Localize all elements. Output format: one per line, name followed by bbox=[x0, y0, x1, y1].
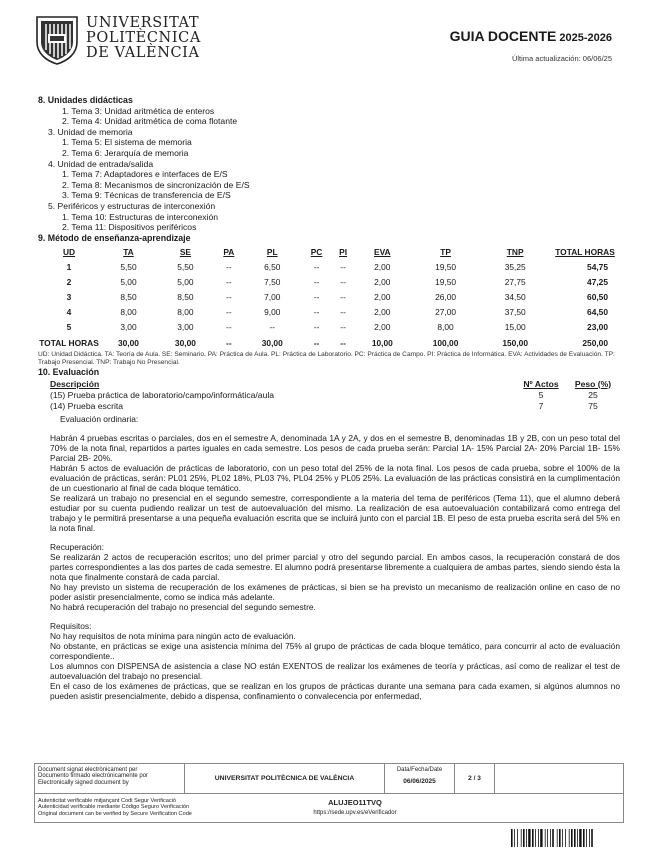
table-cell: 54,75 bbox=[587, 261, 608, 272]
table-cell: 2,00 bbox=[374, 276, 391, 287]
unit-list-continued bbox=[62, 106, 620, 127]
footer-line: Documento firmado electrónicamente por bbox=[38, 773, 149, 780]
table-row bbox=[38, 319, 620, 334]
document-title bbox=[450, 28, 612, 44]
table-cell: 5,00 bbox=[120, 276, 137, 287]
table-cell: 5,00 bbox=[177, 276, 194, 287]
table-cell: 27,00 bbox=[435, 306, 457, 317]
table-cell: 23,00 bbox=[587, 321, 608, 332]
signature-footer bbox=[34, 763, 624, 823]
paragraph: Se realizará un trabajo no presencial en el segundo semestre, correspondiente a la materia del tema de periféricos (Tema 11), que el alumno deberá estudiar por su cuenta pudiendo realizar un test de autoevaluación del mismo. La realización de esa autoevaluación contabilizará como entrega del trabajo y le permitirá presentarse a una pequeña evaluación escrita que se incluirá junto con el parcial 1B. El peso de esta prueba escrita será del 5% en la nota final. bbox=[50, 492, 620, 533]
university-name bbox=[86, 16, 201, 61]
evaluation-text bbox=[50, 414, 620, 701]
table-cell: 8,00 bbox=[120, 306, 137, 317]
column-header: PA bbox=[223, 246, 235, 257]
table-cell: -- bbox=[226, 337, 232, 348]
table-cell: -- bbox=[313, 261, 320, 272]
table-cell: (14) Prueba escrita bbox=[50, 401, 124, 412]
unit-group bbox=[48, 127, 620, 159]
table-cell: -- bbox=[226, 306, 232, 317]
table-row bbox=[38, 289, 620, 304]
table-cell: -- bbox=[340, 291, 346, 302]
list-item: 1. Tema 5: El sistema de memoria bbox=[62, 137, 192, 148]
column-header: TA bbox=[123, 246, 134, 257]
table-cell: 6,50 bbox=[264, 261, 281, 272]
table-cell: -- bbox=[226, 276, 232, 287]
footer-line: Electronically signed document by bbox=[38, 779, 129, 786]
table-header-row bbox=[38, 244, 620, 259]
table-row bbox=[50, 390, 620, 401]
academic-year: 2025-2026 bbox=[559, 32, 612, 44]
table-cell: 100,00 bbox=[432, 337, 459, 348]
list-item: 1. Tema 10: Estructuras de interconexión bbox=[62, 211, 219, 222]
paragraph: En el caso de los exámenes de prácticas, que se realizan en los grupos de prácticas durante una semana para cada examen, si algúnos alumnos no pueden asistir presencialmente, debido a dispensa, confinamiento o convalecencia por enfermedad, bbox=[50, 680, 620, 701]
footer-line: Autenticidad verificable mediante Código Seguro Verificación bbox=[38, 804, 190, 811]
list-item: 2. Tema 4: Unidad aritmética de coma flotante bbox=[62, 116, 238, 127]
table-cell: -- bbox=[269, 321, 276, 332]
table-cell: -- bbox=[313, 321, 320, 332]
table-cell: -- bbox=[226, 261, 232, 272]
university-logo bbox=[34, 14, 224, 70]
verification-code: ALUJEO11TVQ bbox=[328, 798, 382, 807]
table-legend: UD: Unidad Didáctica. TA: Teoría de Aula. SE: Seminario. PA: Práctica de Aula. PL: Práctica de Laboratorio. PC: Práctica de Campo. PI: Práctica de Informática. EVA: Actividades de Evaluación. TP: Trabajo Presencial. TNP: Trabajo No Presencial. bbox=[38, 351, 615, 367]
column-header: UD bbox=[62, 246, 76, 257]
subheading: Evaluación ordinaria: bbox=[60, 413, 139, 424]
evaluation-table bbox=[50, 378, 620, 412]
page-header bbox=[34, 14, 624, 76]
footer-line: Original document can be verified by Secure Verification Code bbox=[38, 810, 192, 817]
table-cell: -- bbox=[340, 337, 346, 348]
paragraph: No obstante, en prácticas se exige una asistencia mínima del 75% al grupo de prácticas de cada bloque temático, para concurrir al acto de evaluación correspondiente.. bbox=[50, 640, 620, 661]
table-cell: 5 bbox=[538, 390, 544, 401]
unit-group bbox=[48, 201, 620, 233]
table-cell: 34,50 bbox=[504, 291, 526, 302]
table-cell: -- bbox=[313, 337, 320, 348]
table-cell: 5,50 bbox=[120, 261, 137, 272]
table-cell: 7 bbox=[538, 401, 544, 412]
total-row bbox=[38, 334, 620, 351]
teaching-hours-table bbox=[38, 244, 620, 351]
column-header: Peso (%) bbox=[574, 378, 612, 389]
table-cell: 19,50 bbox=[435, 276, 457, 287]
column-header: PL bbox=[266, 246, 278, 257]
table-cell: 10,00 bbox=[371, 337, 393, 348]
table-cell: 7,00 bbox=[264, 291, 281, 302]
table-cell: TOTAL HORAS bbox=[39, 337, 99, 348]
table-cell: 9,00 bbox=[264, 306, 281, 317]
subheading: Requisitos: bbox=[50, 620, 92, 631]
table-cell: (15) Prueba práctica de laboratorio/campo/informática/aula bbox=[50, 390, 275, 401]
table-cell: 30,00 bbox=[117, 337, 139, 348]
list-item: 1. Tema 3: Unidad aritmética de enteros bbox=[62, 105, 215, 116]
table-cell: -- bbox=[313, 306, 320, 317]
document-title-text: GUIA DOCENTE bbox=[449, 28, 557, 44]
section-title-units: 8. Unidades didácticas bbox=[38, 95, 133, 105]
table-cell: 27,75 bbox=[504, 276, 526, 287]
list-item: 2. Tema 6: Jerarquía de memoria bbox=[62, 147, 189, 158]
date-label: Data/Fecha/Date bbox=[396, 767, 443, 773]
table-cell: 5,50 bbox=[177, 261, 194, 272]
unit-label: 3. Unidad de memoria bbox=[48, 126, 133, 137]
table-cell: 8,00 bbox=[437, 321, 454, 332]
table-cell: 2,00 bbox=[374, 261, 391, 272]
barcode-icon bbox=[511, 829, 615, 847]
column-header: PI bbox=[339, 246, 348, 257]
column-header: TP bbox=[440, 246, 451, 257]
subheading: Recuperación: bbox=[50, 541, 105, 552]
page-number: 2 / 3 bbox=[455, 764, 495, 793]
table-cell: 3,00 bbox=[177, 321, 194, 332]
table-cell: 64,50 bbox=[587, 306, 608, 317]
table-cell: 35,25 bbox=[504, 261, 526, 272]
verification-url[interactable]: https://sede.upv.es/eVerificador bbox=[313, 810, 397, 816]
footer-line: Document signat electrònicament per bbox=[38, 767, 138, 773]
table-row bbox=[50, 401, 620, 412]
table-cell: 75 bbox=[588, 401, 598, 412]
table-cell: 15,00 bbox=[504, 321, 526, 332]
section-title-evaluation: 10. Evaluación bbox=[38, 367, 100, 378]
paragraph: Se realizarán 2 actos de recuperación escritos; uno del primer parcial y otro del segundo parcial. En ambos casos, la recuperación constará de dos partes correspondientes a las dos partes de cada semestre. El alumno podrá presentarse libremente a cualquiera de ambas partes, siendo siendo ésta la nota que finalmente constará de cada parcial. bbox=[50, 551, 620, 582]
table-cell: 2,00 bbox=[374, 306, 391, 317]
footer-line: Autenticitat verificable mitjançant Codi Segur Verificació bbox=[38, 798, 177, 804]
column-header: TNP bbox=[506, 246, 524, 257]
last-update: Última actualización: 06/06/25 bbox=[511, 54, 612, 63]
paragraph: Los alumnos con DISPENSA de asistencia a clase NO están EXENTOS de realizar los exámenes de teoría y prácticas, así como de realizar el test de autoevaluación del trabajo no presencial. bbox=[50, 660, 620, 681]
table-cell: 2 bbox=[66, 276, 72, 287]
signer-name: UNIVERSITAT POLITÈCNICA DE VALÈNCIA bbox=[185, 764, 385, 793]
unit-list bbox=[48, 127, 620, 233]
verification-note bbox=[38, 798, 192, 817]
table-cell: 30,00 bbox=[261, 337, 283, 348]
table-cell: 37,50 bbox=[504, 306, 526, 317]
paragraph: Habrán 5 actos de evaluación de prácticas de laboratorio, con un peso total del 25% de la nota final. Los pesos de cada prueba, sobre el 100% de la evaluación de prácticas, serán: PL01 25%, PL02 18%, PL03 7%, PL04 25% y PL05 25%. La evaluación de las prácticas consistirá en la cumplimentación de un cuestionario al final de cada bloque temático. bbox=[50, 462, 620, 493]
list-item: 2. Tema 8: Mecanismos de sincronización de E/S bbox=[62, 179, 250, 190]
table-cell: 2,00 bbox=[374, 321, 391, 332]
list-item: 2. Tema 11: Dispositivos periféricos bbox=[62, 222, 197, 233]
table-cell: 2,00 bbox=[374, 291, 391, 302]
section-title-teaching: 9. Método de enseñanza-aprendizaje bbox=[38, 232, 191, 243]
paragraph: Habrán 4 pruebas escritas o parciales, dos en el semestre A, denominada 1A y 2A, y dos en el semestre B, denominadas 1B y 2B, con un peso total del 70% de la nota final, repartidos a partes iguales en cada semestre. Los pesos de cada prueba serán: Parcial 1A- 15% Parcial 2A- 20% Parcial 1B- 15% Parcial 2B- 20%. bbox=[50, 432, 620, 463]
table-cell: 4 bbox=[66, 306, 72, 317]
table-cell: -- bbox=[340, 321, 346, 332]
column-header: SE bbox=[179, 246, 191, 257]
unit-label: 5. Periféricos y estructuras de interconexión bbox=[48, 200, 216, 211]
table-cell: 8,50 bbox=[177, 291, 194, 302]
table-cell: -- bbox=[340, 261, 346, 272]
paragraph: No habrá recuperación del trabajo no presencial del segundo semestre. bbox=[50, 601, 316, 612]
table-cell: 19,50 bbox=[435, 261, 457, 272]
column-header: PC bbox=[310, 246, 323, 257]
table-row bbox=[38, 259, 620, 274]
table-cell: -- bbox=[313, 276, 320, 287]
university-name-line: UNIVERSITAT bbox=[86, 15, 200, 31]
table-cell: 250,00 bbox=[582, 337, 608, 348]
unit-label: 4. Unidad de entrada/salida bbox=[48, 158, 154, 169]
university-name-line: POLITÈCNICA bbox=[86, 30, 201, 46]
table-cell: 8,00 bbox=[177, 306, 194, 317]
table-cell: 25 bbox=[588, 390, 598, 401]
table-header-row bbox=[50, 378, 620, 390]
page-content bbox=[38, 95, 620, 701]
table-cell: 1 bbox=[66, 261, 72, 272]
university-name-line: DE VALÈNCIA bbox=[86, 45, 200, 61]
table-cell: 60,50 bbox=[587, 291, 608, 302]
table-cell: 3 bbox=[66, 291, 72, 302]
table-row bbox=[38, 304, 620, 319]
table-cell: 3,00 bbox=[120, 321, 137, 332]
column-header: TOTAL HORAS bbox=[555, 246, 615, 257]
table-cell: -- bbox=[313, 291, 320, 302]
table-cell: -- bbox=[340, 306, 346, 317]
table-row bbox=[38, 274, 620, 289]
table-cell: 30,00 bbox=[174, 337, 196, 348]
table-cell: 8,50 bbox=[120, 291, 137, 302]
paragraph: No hay previsto un sistema de recuperación de los exámenes de prácticas, si bien se ha previsto un mecanismo de realización online en caso de no poder asistir presencialmente, como se indica más adelante. bbox=[50, 581, 620, 602]
table-cell: -- bbox=[340, 276, 346, 287]
column-header: Nº Actos bbox=[523, 378, 559, 389]
date-value: 06/06/2025 bbox=[403, 778, 436, 785]
paragraph: No hay requisitos de nota mínima para ningún acto de evaluación. bbox=[50, 630, 296, 641]
table-cell: 150,00 bbox=[502, 337, 528, 348]
table-cell: -- bbox=[226, 291, 232, 302]
table-cell: 26,00 bbox=[435, 291, 457, 302]
signed-by-note bbox=[35, 764, 185, 793]
column-header: EVA bbox=[373, 246, 391, 257]
university-shield-icon bbox=[34, 14, 80, 66]
list-item: 1. Tema 7: Adaptadores e interfaces de E/S bbox=[62, 169, 228, 180]
table-cell: 5 bbox=[66, 321, 72, 332]
unit-group bbox=[48, 159, 620, 201]
list-item: 3. Tema 9: Técnicas de transferencia de E/S bbox=[62, 190, 231, 201]
signature-date bbox=[385, 764, 455, 793]
table-cell: -- bbox=[226, 321, 232, 332]
table-cell: 7,50 bbox=[264, 276, 281, 287]
table-cell: 47,25 bbox=[587, 276, 608, 287]
column-header: Descripción bbox=[50, 378, 100, 389]
